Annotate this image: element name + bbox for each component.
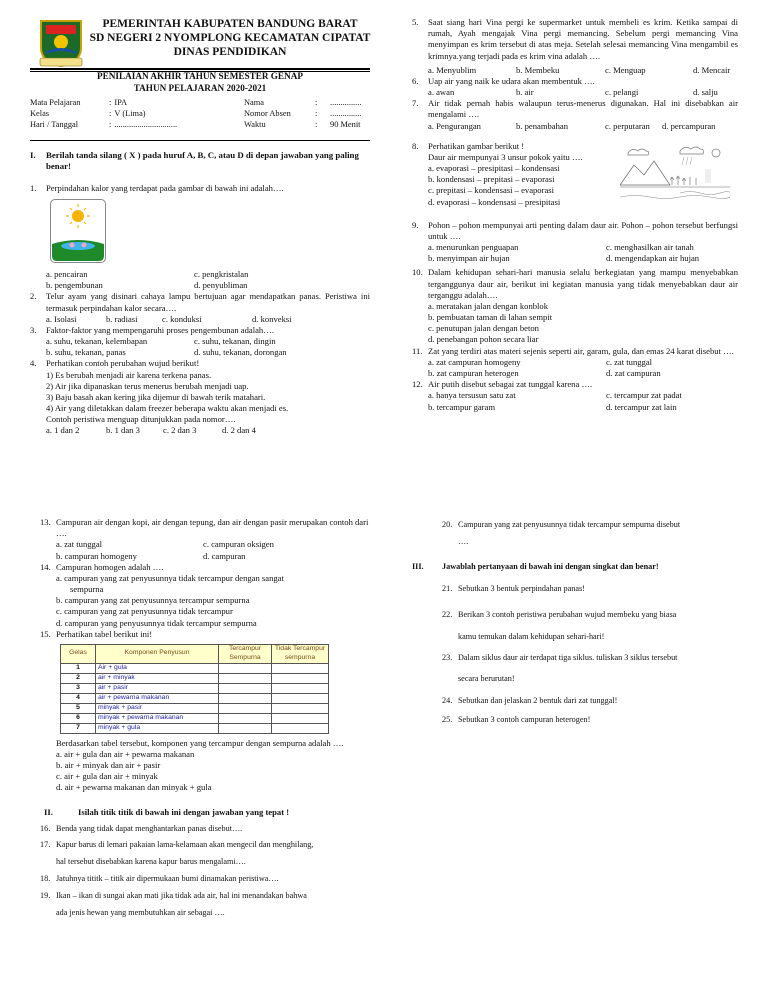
absen-value: ............... (330, 109, 362, 119)
q-text: Uap air yang naik ke udara akan membentuk …. (428, 75, 595, 86)
q4-item: 3) Baju basah akan kering jika dijemur di bawah terik matahari. (46, 391, 266, 402)
q-text: Pohon – pohon mempunyai arti penting dalam daur air. Pohon – pohon tersebut berfungsi untuk …. (428, 219, 738, 241)
hari-value: .............................. (114, 120, 178, 130)
question-13 (40, 517, 370, 562)
q-text: Perhatikan gambar berikut ! (428, 140, 525, 151)
q-number: 7. (412, 98, 419, 109)
cell-tidak-tercampur[interactable] (272, 713, 329, 723)
option-d[interactable]: d. konveksi (252, 313, 292, 324)
section1-num: I. (30, 150, 36, 160)
cell-tercampur[interactable] (219, 683, 272, 693)
option-d[interactable]: d. penyubliman (194, 280, 248, 291)
q4-item: 1) Es berubah menjadi air karena terkena panas. (46, 369, 212, 380)
mixture-table (60, 644, 329, 734)
q-text: Zat yang terdiri atas materi sejenis seperti air, garam, gula, dan emas 24 karat disebut …. (428, 345, 734, 356)
option-b[interactable]: b. penambahan (516, 120, 569, 131)
hari-label: Hari / Tanggal (30, 120, 79, 130)
table-row (61, 693, 329, 703)
cell-gelas: 5 (61, 703, 96, 713)
nama-value: ............... (330, 98, 362, 107)
question-14 (40, 562, 370, 629)
option-a[interactable]: a. Menyublim (428, 64, 477, 75)
option-a[interactable]: a. menurunkan penguapan (428, 242, 519, 253)
option-b[interactable]: b. campuran yang zat penyusunnya tercampur sempurna (56, 595, 250, 606)
question-20 (442, 517, 738, 551)
colon: : (315, 98, 318, 107)
cell-komponen: air + pewarna makanan (96, 693, 219, 703)
q-number: 2. (30, 291, 37, 302)
cell-komponen: Air + gula (96, 663, 219, 673)
q-number: 20. (442, 520, 453, 529)
option-b[interactable]: b. tercampur garam (428, 401, 496, 412)
question-8 (412, 141, 738, 208)
cell-komponen: minyak + pasir (96, 703, 219, 713)
col-tercampur: Tercampur Sempurna (219, 644, 272, 663)
q-number: 6. (412, 75, 419, 86)
option-c[interactable]: c. Menguap (605, 64, 646, 75)
question-21 (442, 581, 738, 598)
q-number: 9. (412, 219, 419, 230)
q-number: 23. (442, 652, 453, 662)
question-6 (412, 76, 738, 98)
option-c[interactable]: c. 2 dan 3 (163, 425, 197, 436)
option-d[interactable]: d. air + pewarna makanan dan minyak + gula (56, 782, 212, 793)
cell-tercampur[interactable] (219, 703, 272, 713)
option-c[interactable]: c. tercampur zat padat (606, 390, 682, 401)
exam-year: TAHUN PELAJARAN 2020-2021 (133, 82, 267, 93)
q-text: Kapur barus di lemari pakaian lama-kelamaan akan mengecil dan menghilang, (56, 840, 314, 850)
section2-num: II. (44, 807, 53, 818)
cell-gelas: 1 (61, 663, 96, 673)
colon: : (109, 120, 112, 130)
option-c[interactable]: c. campuran oksigen (203, 539, 274, 550)
cell-tidak-tercampur[interactable] (272, 673, 329, 683)
question-5 (412, 17, 738, 76)
question-25 (442, 711, 738, 729)
q-text-cont: kamu temukan dalam kehidupan sehari-hari! (458, 631, 605, 641)
cell-komponen: minyak + gula (96, 723, 219, 733)
option-a[interactable]: a. zat campuran homogeny (428, 356, 521, 367)
cell-komponen: minyak + pewarna makanan (96, 713, 219, 723)
option-b[interactable]: b. pembuatan taman di lahan sempit (428, 312, 553, 323)
option-c[interactable]: c. konduksi (162, 313, 202, 324)
option-a[interactable]: a. 1 dan 2 (46, 425, 80, 436)
option-b[interactable]: b. kondensasi – prepitasi – evaporasi (428, 174, 555, 185)
meta-divider (30, 140, 370, 141)
header-divider (30, 68, 370, 70)
q-number: 13. (40, 517, 51, 527)
question-19 (40, 888, 370, 922)
q-text: Perhatikan tabel berikut ini! (56, 628, 153, 639)
question-11 (412, 346, 738, 380)
colon: : (109, 109, 112, 119)
option-b[interactable]: b. menyimpan air hujan (428, 253, 510, 264)
question-17 (40, 837, 370, 871)
option-d[interactable]: d. suhu, tekanan, dorongan (194, 347, 287, 358)
q-text: Benda yang tidak dapat menghantarkan panas disebut…. (56, 823, 243, 833)
option-b[interactable]: b. pengembunan (46, 280, 103, 291)
option-b[interactable]: b. 1 dan 3 (106, 425, 140, 436)
section2-title: Isilah titik titik di bawah ini dengan jawaban yang tepat ! (78, 807, 290, 818)
q1-image (50, 199, 106, 263)
q-text: Ikan – ikan di sungai akan mati jika tidak ada air, hal ini menandakan bahwa (56, 890, 307, 900)
cell-gelas: 3 (61, 683, 96, 693)
question-16 (40, 821, 370, 838)
q-text: Sebutkan 3 bentuk perpindahan panas! (458, 584, 585, 594)
q-number: 14. (40, 561, 51, 572)
cell-tercampur[interactable] (219, 673, 272, 683)
meta-right (244, 97, 364, 131)
question-1 (30, 183, 370, 292)
section1-title: Berilah tanda silang ( X ) pada huruf A, B, C, atau D di depan jawaban yang paling benar! (46, 150, 359, 172)
option-b[interactable]: b. air (516, 87, 534, 98)
q-text: Dalam siklus daur air terdapat tiga siklus. tuliskan 3 siklus tersebut (458, 652, 678, 662)
option-a[interactable]: a. meratakan jalan dengan konblok (428, 300, 549, 311)
cell-komponen: air + pasir (96, 683, 219, 693)
option-c[interactable]: c. pengkristalan (194, 269, 249, 280)
option-d[interactable]: d. 2 dan 4 (222, 425, 256, 436)
water-cycle-image (620, 143, 730, 203)
q-number: 3. (30, 324, 37, 335)
col-tidak-tercampur: Tidak Tercampur sempurna (272, 644, 329, 663)
q-text: Campuran homogen adalah …. (56, 561, 164, 572)
option-a[interactable]: a. pencairan (46, 269, 88, 280)
q-text: Air putih disebut sebagai zat tunggal karena …. (428, 379, 593, 390)
option-c[interactable]: c. pelangi (605, 87, 639, 98)
cell-tercampur[interactable] (219, 723, 272, 733)
option-d[interactable]: d. Mencair (693, 64, 731, 75)
option-d[interactable]: d. evaporasi – kondensasi – presipitasi (428, 196, 561, 207)
option-a[interactable]: a. hanya tersusun satu zat (428, 390, 516, 401)
question-15 (40, 629, 370, 794)
q-number: 19. (40, 890, 51, 900)
option-c[interactable]: c. prepitasi – kondensasi – evaporasi (428, 185, 555, 196)
exam-title: PENILAIAN AKHIR TAHUN SEMESTER GENAP (97, 71, 303, 81)
question-3 (30, 325, 370, 359)
header-line2: SD NEGERI 2 NYOMPLONG KECAMATAN CIPATAT (89, 31, 371, 44)
option-a[interactable]: a. Pengurangan (428, 120, 481, 131)
cell-tidak-tercampur[interactable] (272, 693, 329, 703)
nama-label: Nama (244, 98, 264, 107)
q-text: Sebutkan dan jelaskan 2 bentuk dari zat tunggal! (458, 695, 618, 705)
q-text: Perpindahan kalor yang terdapat pada gambar di bawah ini adalah…. (46, 182, 284, 193)
option-b[interactable]: b. air + minyak dan air + pasir (56, 759, 161, 770)
option-d[interactable]: d. mengendapkan air hujan (606, 253, 700, 264)
q-text-cont: …. (458, 536, 469, 546)
option-a[interactable]: a. zat tunggal (56, 539, 103, 550)
meta-left (30, 97, 180, 131)
question-12 (412, 379, 738, 413)
cell-tidak-tercampur[interactable] (272, 723, 329, 733)
cell-tercampur[interactable] (219, 663, 272, 673)
table-row (61, 723, 329, 733)
q-text: Faktor-faktor yang mempengaruhi proses pengembunan adalah…. (46, 324, 274, 335)
cell-tidak-tercampur[interactable] (272, 703, 329, 713)
col-komponen: Komponen Penyusun (96, 644, 219, 663)
q-number: 25. (442, 714, 453, 724)
question-10 (412, 267, 738, 345)
table-row (61, 663, 329, 673)
option-d[interactable]: d. percampuran (662, 120, 716, 131)
q-ask: Daur air mempunyai 3 unsur pokok yaitu …. (428, 151, 583, 162)
section3-num: III. (412, 561, 424, 571)
option-d[interactable]: d. campuran yang penyusunnya tidak tercampur sempurna (56, 617, 257, 628)
q-number: 5. (412, 17, 419, 27)
q-text: Campuran yang zat penyusunnya tidak tercampur sempurna disebut (458, 520, 681, 529)
q-number: 15. (40, 628, 51, 639)
q-number: 4. (30, 358, 37, 369)
question-18 (40, 871, 370, 888)
option-c[interactable]: c. penutupan jalan dengan beton (428, 323, 539, 334)
question-23 (442, 647, 738, 690)
option-d[interactable]: d. campuran (203, 550, 246, 561)
cell-tercampur[interactable] (219, 693, 272, 703)
cell-gelas: 4 (61, 693, 96, 703)
cell-gelas: 6 (61, 713, 96, 723)
cell-tercampur[interactable] (219, 713, 272, 723)
option-a[interactable]: a. suhu, tekanan, kelembapan (46, 336, 148, 347)
q-text-cont: ada jenis hewan yang membutuhkan air sebagai …. (56, 907, 225, 917)
q-number: 12. (412, 379, 423, 390)
option-d[interactable]: d. zat campuran (606, 367, 661, 378)
q-number: 18. (40, 874, 51, 884)
option-a[interactable]: a. campuran yang zat penyusunnya tidak tercampur dengan sangat (56, 572, 284, 583)
q-number: 17. (40, 840, 51, 850)
section3-title: Jawablah pertanyaan di bawah ini dengan singkat dan benar! (442, 561, 659, 571)
option-c[interactable]: c. suhu, tekanan, dingin (194, 336, 276, 347)
question-7 (412, 98, 738, 132)
option-d[interactable]: d. penebangan pohon secara liar (428, 334, 539, 345)
option-c[interactable]: c. perputaran (605, 120, 650, 131)
q-text-cont: hal tersebut disebabkan karena kapur barus mengalami…. (56, 857, 246, 867)
q4-item: 2) Air jika dipanaskan terus menerus berubah menjadi uap. (46, 380, 249, 391)
colon: : (315, 109, 318, 119)
kelas-label: Kelas (30, 109, 50, 119)
absen-label: Nomor Absen (244, 109, 291, 119)
option-a[interactable]: a. air + gula dan air + pewarna makanan (56, 748, 195, 759)
option-a[interactable]: a. Isolasi (46, 313, 77, 324)
option-b[interactable]: b. campuran homogeny (56, 550, 137, 561)
kelas-value: V (Lima) (114, 109, 146, 119)
waktu-label: Waktu (244, 120, 266, 130)
option-d[interactable]: d. salju (693, 87, 718, 98)
table-row (61, 683, 329, 693)
option-c[interactable]: c. menghasilkan air tanah (606, 242, 694, 253)
header-line3: DINAS PENDIDIKAN (173, 45, 287, 58)
col-gelas: Gelas (61, 644, 96, 663)
option-b[interactable]: b. radiasi (106, 313, 138, 324)
q-number: 10. (412, 267, 423, 278)
table-row (61, 713, 329, 723)
q-number: 22. (442, 610, 453, 620)
q-number: 24. (442, 695, 453, 705)
q-ask: Berdasarkan tabel tersebut, komponen yang tercampur dengan sempurna adalah …. (56, 737, 344, 748)
q-text: Perhatikan contoh perubahan wujud berikut! (46, 358, 200, 369)
question-22 (442, 604, 738, 647)
question-9 (412, 220, 738, 265)
q-text: Air tidak pernah habis walaupun terus-menerus digunakan. Hal ini disebabkan air mengalami …. (428, 98, 738, 120)
cell-gelas: 7 (61, 723, 96, 733)
option-d[interactable]: d. tercampur zat lain (606, 401, 677, 412)
mapel-label: Mata Pelajaran (30, 98, 81, 107)
option-c[interactable]: c. zat tunggal (606, 356, 653, 367)
question-24 (442, 690, 738, 711)
cell-komponen: air + minyak (96, 673, 219, 683)
q-text: Saat siang hari Vina pergi ke supermarket untuk membeli es krim. Ketika sampai di rumah, Ayah mengajak Vina pergi memancing. Sebelum pergi memancing Vina menyimpan es krim tersebut di atas meja. Setelah selesai memancing Vina mengambil es krimnya.yang terjadi pada es krim vina adalah …. (428, 17, 738, 61)
sun-icon (66, 204, 90, 228)
table-row (61, 703, 329, 713)
q-ask: Contoh peristiwa menguap ditunjukkan pada nomor…. (46, 414, 236, 425)
option-a[interactable]: a. evaporasi – presipitasi – kondensasi (428, 163, 560, 174)
table-row (61, 673, 329, 683)
option-c[interactable]: c. air + gula dan air + minyak (56, 771, 158, 782)
option-b[interactable]: b. suhu, tekanan, panas (46, 347, 126, 358)
q-text: Telur ayam yang disinari cahaya lampu bertujuan agar mendapatkan panas. Peristiwa ini termasuk perpindahan kalor secara…. (46, 291, 370, 313)
waktu-value: 90 Menit (330, 120, 361, 130)
q-text: Jatuhnya tititk – titik air dipermukaan bumi dinamakan peristiwa…. (56, 874, 279, 884)
q-number: 16. (40, 823, 51, 833)
colon: : (315, 120, 318, 130)
header-line1: PEMERINTAH KABUPATEN BANDUNG BARAT (102, 18, 358, 30)
cell-tidak-tercampur[interactable] (272, 683, 329, 693)
q-text: Berikan 3 contoh peristiwa perubahan wujud membeku yang biasa (458, 610, 677, 620)
q-number: 1. (30, 182, 37, 193)
option-b[interactable]: b. zat campuran heterogen (428, 367, 519, 378)
logo (38, 18, 84, 68)
option-c[interactable]: c. campuran yang zat penyusunnya tidak tercampur (56, 606, 233, 617)
q-number: 11. (412, 345, 423, 356)
cell-gelas: 2 (61, 673, 96, 683)
colon: : (109, 98, 112, 107)
q4-item: 4) Air yang diletakkan dalam freezer beberapa waktu akan menjadi es. (46, 403, 289, 414)
question-4 (30, 358, 370, 436)
option-a-cont: sempurna (70, 584, 104, 595)
q-text: Sebutkan 3 contoh campuran heterogen! (458, 714, 591, 724)
q-text-cont: secara berurutan! (458, 674, 515, 684)
mapel-value: IPA (114, 98, 128, 107)
cell-tidak-tercampur[interactable] (272, 663, 329, 673)
option-b[interactable]: b. Membeku (516, 64, 560, 75)
q-text: Dalam kehidupan sehari-hari manusia selalu berkegiatan yang mampu menyebabkan terganggunya daur air, berikut ini kegiatan manusia yang tidak menyebabkan daur air terganggu adalah…. (428, 267, 738, 300)
option-a[interactable]: a. awan (428, 87, 455, 98)
q-number: 8. (412, 140, 419, 151)
q-text: Campuran air dengan kopi, air dengan tepung, dan air dengan pasir merupakan contoh dari …. (56, 517, 369, 539)
question-2 (30, 291, 370, 325)
q-number: 21. (442, 584, 453, 594)
